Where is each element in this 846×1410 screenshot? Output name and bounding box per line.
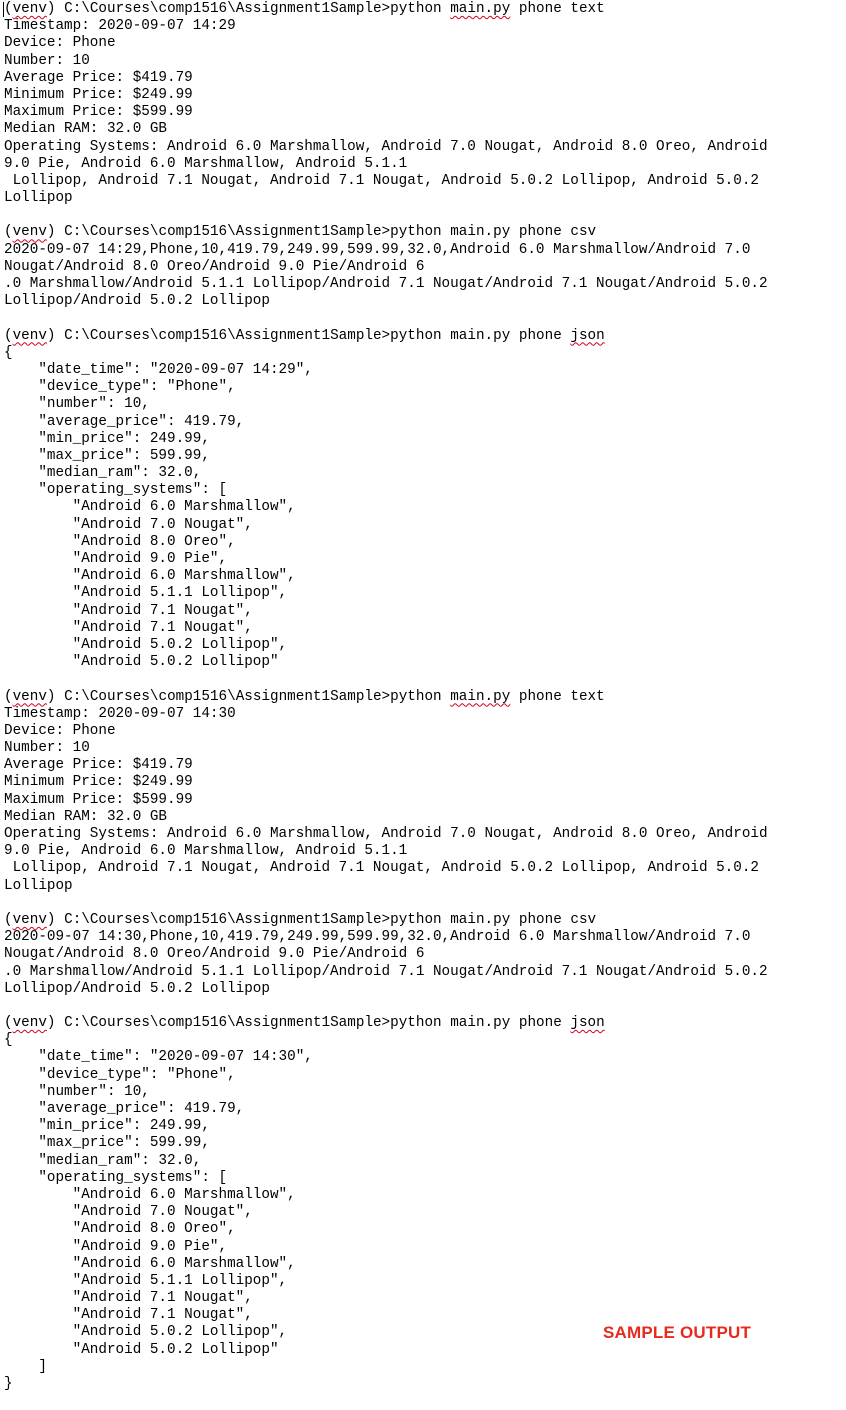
output-line: Average Price: $419.79 — [4, 69, 193, 86]
output-line: 2020-09-07 14:30,Phone,10,419.79,249.99,599.99,32.0,Android 6.0 Marshmallow/Android 7.0 — [4, 929, 751, 946]
output-line: Nougat/Android 8.0 Oreo/Android 9.0 Pie/Android 6 — [4, 258, 425, 275]
output-line: "number": 10, — [4, 1083, 150, 1100]
output-line: "Android 8.0 Oreo", — [4, 1221, 236, 1238]
output-line: { — [4, 1032, 13, 1049]
prompt-line — [4, 328, 846, 345]
output-line: "Android 9.0 Pie", — [4, 1238, 228, 1255]
output-line: "Android 7.1 Nougat", — [4, 1307, 253, 1324]
output-line: "date_time": "2020-09-07 14:30", — [4, 1049, 313, 1066]
output-line: "max_price": 599.99, — [4, 447, 210, 464]
output-line: .0 Marshmallow/Android 5.1.1 Lollipop/Android 7.1 Nougat/Android 7.1 Nougat/Android 5.0.2 — [4, 963, 768, 980]
text-cursor — [3, 2, 4, 17]
output-line: Timestamp: 2020-09-07 14:29 — [4, 18, 236, 35]
command-text: python main.py phone csv — [390, 224, 597, 241]
output-line: Maximum Price: $599.99 — [4, 791, 193, 808]
output-line: Median RAM: 32.0 GB — [4, 808, 168, 825]
output-line: "Android 8.0 Oreo", — [4, 533, 236, 550]
output-line — [4, 998, 846, 1015]
output-line: "min_price": 249.99, — [4, 430, 210, 447]
prompt-line — [4, 1015, 846, 1032]
output-line: Lollipop, Android 7.1 Nougat, Android 7.1 Nougat, Android 5.0.2 Lollipop, Android 5.0.2 — [4, 860, 759, 877]
output-line: "operating_systems": [ — [4, 482, 228, 499]
command-text: python main.py phone text — [390, 688, 605, 705]
output-line: 9.0 Pie, Android 6.0 Marshmallow, Android 5.1.1 — [4, 155, 408, 172]
output-line — [4, 207, 846, 224]
output-line: "median_ram": 32.0, — [4, 1152, 202, 1169]
prompt-line — [4, 912, 846, 929]
venv-indicator: (venv) — [4, 1015, 56, 1032]
output-line: "Android 5.1.1 Lollipop", — [4, 1272, 288, 1289]
prompt-path: C:\Courses\comp1516\Assignment1Sample> — [64, 327, 391, 344]
output-line: Median RAM: 32.0 GB — [4, 121, 168, 138]
output-line: Timestamp: 2020-09-07 14:30 — [4, 705, 236, 722]
output-line: "operating_systems": [ — [4, 1169, 228, 1186]
venv-indicator: (venv) — [4, 911, 56, 928]
output-line: "Android 6.0 Marshmallow", — [4, 499, 296, 516]
output-line — [4, 895, 846, 912]
output-line: "Android 7.0 Nougat", — [4, 1204, 253, 1221]
output-line: Lollipop — [4, 877, 73, 894]
output-line — [4, 310, 846, 327]
output-line: "Android 7.0 Nougat", — [4, 516, 253, 533]
output-line: Minimum Price: $249.99 — [4, 774, 193, 791]
prompt-line — [4, 689, 846, 706]
output-line: "Android 5.0.2 Lollipop" — [4, 654, 279, 671]
output-line: Nougat/Android 8.0 Oreo/Android 9.0 Pie/Android 6 — [4, 946, 425, 963]
output-line: "Android 6.0 Marshmallow", — [4, 1186, 296, 1203]
command-text: python main.py phone json — [390, 327, 605, 344]
output-line: "number": 10, — [4, 396, 150, 413]
command-text: python main.py phone csv — [390, 911, 597, 928]
output-line: "Android 5.1.1 Lollipop", — [4, 585, 288, 602]
output-line: "average_price": 419.79, — [4, 1101, 245, 1117]
output-line: "date_time": "2020-09-07 14:29", — [4, 361, 313, 378]
output-line: Number: 10 — [4, 740, 90, 757]
output-line: "device_type": "Phone", — [4, 379, 236, 396]
output-line: 9.0 Pie, Android 6.0 Marshmallow, Android 5.1.1 — [4, 843, 408, 860]
output-line: "Android 9.0 Pie", — [4, 551, 228, 567]
output-line: "Android 7.1 Nougat", — [4, 1290, 253, 1307]
output-line: Lollipop/Android 5.0.2 Lollipop — [4, 293, 270, 310]
output-line: Operating Systems: Android 6.0 Marshmallow, Android 7.0 Nougat, Android 8.0 Oreo, Android — [4, 138, 768, 155]
output-line: ] — [4, 1358, 47, 1375]
output-line: "Android 5.0.2 Lollipop", — [4, 1324, 288, 1341]
output-line: Number: 10 — [4, 52, 90, 69]
command-text: python main.py phone json — [390, 1015, 605, 1032]
output-line: "Android 6.0 Marshmallow", — [4, 1255, 296, 1272]
output-line: Average Price: $419.79 — [4, 757, 193, 774]
output-line: "Android 5.0.2 Lollipop" — [4, 1341, 279, 1358]
output-line: Lollipop — [4, 190, 73, 207]
output-line: Lollipop, Android 7.1 Nougat, Android 7.1 Nougat, Android 5.0.2 Lollipop, Android 5.0.2 — [4, 172, 759, 189]
output-line: 2020-09-07 14:29,Phone,10,419.79,249.99,599.99,32.0,Android 6.0 Marshmallow/Android 7.0 — [4, 241, 751, 258]
output-line — [4, 671, 846, 688]
command-text: python main.py phone text — [390, 1, 605, 17]
output-line: Device: Phone — [4, 35, 116, 52]
prompt-line — [4, 224, 846, 241]
output-line: "max_price": 599.99, — [4, 1135, 210, 1152]
sample-output-label: SAMPLE OUTPUT — [603, 1323, 752, 1342]
output-line: { — [4, 344, 13, 361]
output-line: "device_type": "Phone", — [4, 1066, 236, 1083]
output-line: "average_price": 419.79, — [4, 413, 245, 430]
venv-indicator: (venv) — [4, 688, 56, 705]
output-line: "min_price": 249.99, — [4, 1118, 210, 1135]
prompt-path: C:\Courses\comp1516\Assignment1Sample> — [64, 224, 391, 241]
prompt-line — [4, 1, 846, 18]
output-line: Lollipop/Android 5.0.2 Lollipop — [4, 980, 270, 997]
output-line: Maximum Price: $599.99 — [4, 104, 193, 121]
output-line: "Android 7.1 Nougat", — [4, 619, 253, 636]
output-line: Operating Systems: Android 6.0 Marshmallow, Android 7.0 Nougat, Android 8.0 Oreo, Android — [4, 826, 768, 842]
output-line: "Android 7.1 Nougat", — [4, 602, 253, 619]
venv-indicator: (venv) — [4, 327, 56, 344]
venv-indicator: (venv) — [4, 1, 56, 17]
prompt-path: C:\Courses\comp1516\Assignment1Sample> — [64, 688, 391, 705]
output-line: .0 Marshmallow/Android 5.1.1 Lollipop/Android 7.1 Nougat/Android 7.1 Nougat/Android 5.0.2 — [4, 276, 768, 292]
output-line: "Android 5.0.2 Lollipop", — [4, 636, 288, 653]
output-line: "Android 6.0 Marshmallow", — [4, 568, 296, 585]
output-line: } — [4, 1376, 13, 1392]
output-line: Minimum Price: $249.99 — [4, 86, 193, 103]
prompt-path: C:\Courses\comp1516\Assignment1Sample> — [64, 911, 391, 928]
prompt-path: C:\Courses\comp1516\Assignment1Sample> — [64, 1015, 391, 1032]
venv-indicator: (venv) — [4, 224, 56, 241]
output-line: Device: Phone — [4, 722, 116, 739]
output-line: "median_ram": 32.0, — [4, 465, 202, 482]
prompt-path: C:\Courses\comp1516\Assignment1Sample> — [64, 1, 391, 17]
